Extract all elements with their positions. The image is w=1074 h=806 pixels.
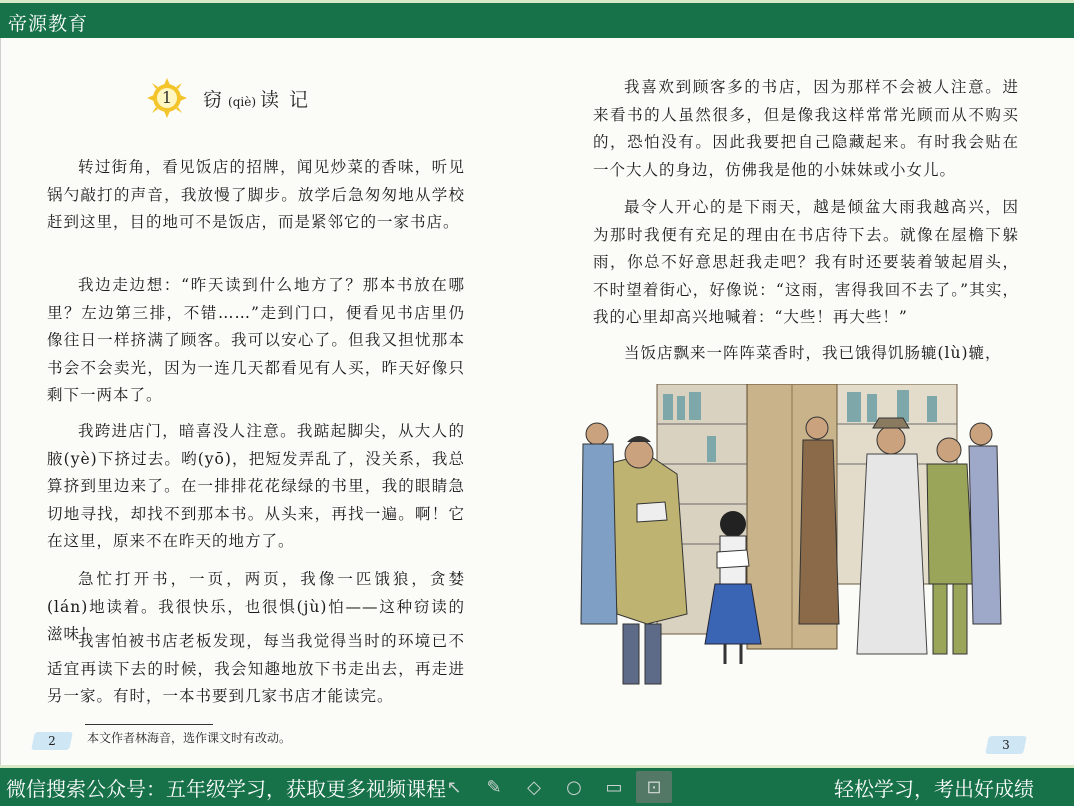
paragraph: 最令人开心的是下雨天，越是倾盆大雨我越高兴，因为那时我便有充足的理由在书店待下去。就像在屋檐下躲雨，你总不好意思赶我走吧？我有时还要装着皱起眉头，不时望着街心，好像说：“这雨，害得我回不去了。”其实，我的心里却高兴地喊着：“大些！再大些！” xyxy=(593,198,1019,327)
pen-icon[interactable]: ✎ xyxy=(486,776,502,798)
page-number-text: 2 xyxy=(48,734,56,748)
title-char: 窃 xyxy=(203,88,225,111)
footnote: 本文作者林海音，选作课文时有改动。 xyxy=(87,731,292,745)
bottom-banner xyxy=(0,765,1074,806)
left-page xyxy=(0,38,538,768)
slogan-text: 轻松学习，考出好成绩 xyxy=(834,777,1034,801)
paragraph: 我跨进店门，暗喜没人注意。我踮起脚尖，从大人的腋(yè)下挤过去。哟(yō)，把短发弄乱了，没关系，我总算挤到里边来了。在一排排花花绿绿的书里，我的眼睛急切地寻找，却找不到那本书。从头来，再找一遍。啊！它在这里，原来不在昨天的地方了。 xyxy=(47,422,465,551)
page-number-left xyxy=(37,730,67,752)
whiteboard-icon[interactable]: ▭ xyxy=(605,776,623,798)
footnote-divider xyxy=(85,724,213,725)
paragraph: 我边走边想：“昨天读到什么地方了？那本书放在哪里？左边第三排，不错……”走到门口，便看见书店里仍像往日一样挤满了顾客。我可以安心了。但我又担忧那本书会不会卖光，因为一连几天都看见有人买，昨天好像只剩下一两本了。 xyxy=(47,276,465,405)
select-region-icon[interactable]: ⊡ xyxy=(636,771,672,803)
right-page xyxy=(537,38,1074,768)
pointer-icon[interactable]: ↖ xyxy=(446,776,462,798)
promo-text: 微信搜索公众号：五年级学习，获取更多视频课程 xyxy=(6,777,446,801)
paragraph: 急忙打开书，一页，两页，我像一匹饿狼，贪婪(lán)地读着。我很快乐，也很惧(jù)怕——这种窃读的滋味！ xyxy=(47,570,465,644)
page-number-text: 3 xyxy=(1002,738,1010,752)
top-banner xyxy=(0,0,1074,39)
annotation-toolbar xyxy=(436,771,672,803)
lesson-number: 1 xyxy=(161,88,173,107)
magnifier-icon[interactable]: ○ xyxy=(566,776,582,798)
paragraph: 当饭店飘来一阵阵菜香时，我已饿得饥肠辘(lù)辘， xyxy=(624,344,1002,362)
paragraph: 我喜欢到顾客多的书店，因为那样不会被人注意。进来看书的人虽然很多，但是像我这样常常光顾而从不购买的，恐怕没有。因此我要把自己隐藏起来。有时我会贴在一个大人的身边，仿佛我是他的小妹妹或小女儿。 xyxy=(593,78,1019,179)
title-pinyin: (qiè) xyxy=(228,94,256,109)
lesson-title xyxy=(203,85,310,112)
lesson-title-row xyxy=(147,80,310,116)
page-number-right xyxy=(991,734,1021,756)
paragraph: 我害怕被书店老板发现，每当我觉得当时的环境已不适宜再读下去的时候，我会知趣地放下书走出去，再走进另一家。有时，一本书要到几家书店才能读完。 xyxy=(47,632,465,706)
bookstore-illustration xyxy=(577,384,1017,704)
lesson-number-badge xyxy=(147,78,187,118)
title-rest: 读 记 xyxy=(260,88,311,111)
paragraph: 转过街角，看见饭店的招牌，闻见炒菜的香味，听见锅勺敲打的声音，我放慢了脚步。放学后急匆匆地从学校赶到这里，目的地可不是饭店，而是紧邻它的一家书店。 xyxy=(47,158,465,232)
eraser-icon[interactable]: ◇ xyxy=(527,776,541,798)
brand-label: 帝源教育 xyxy=(8,13,89,35)
